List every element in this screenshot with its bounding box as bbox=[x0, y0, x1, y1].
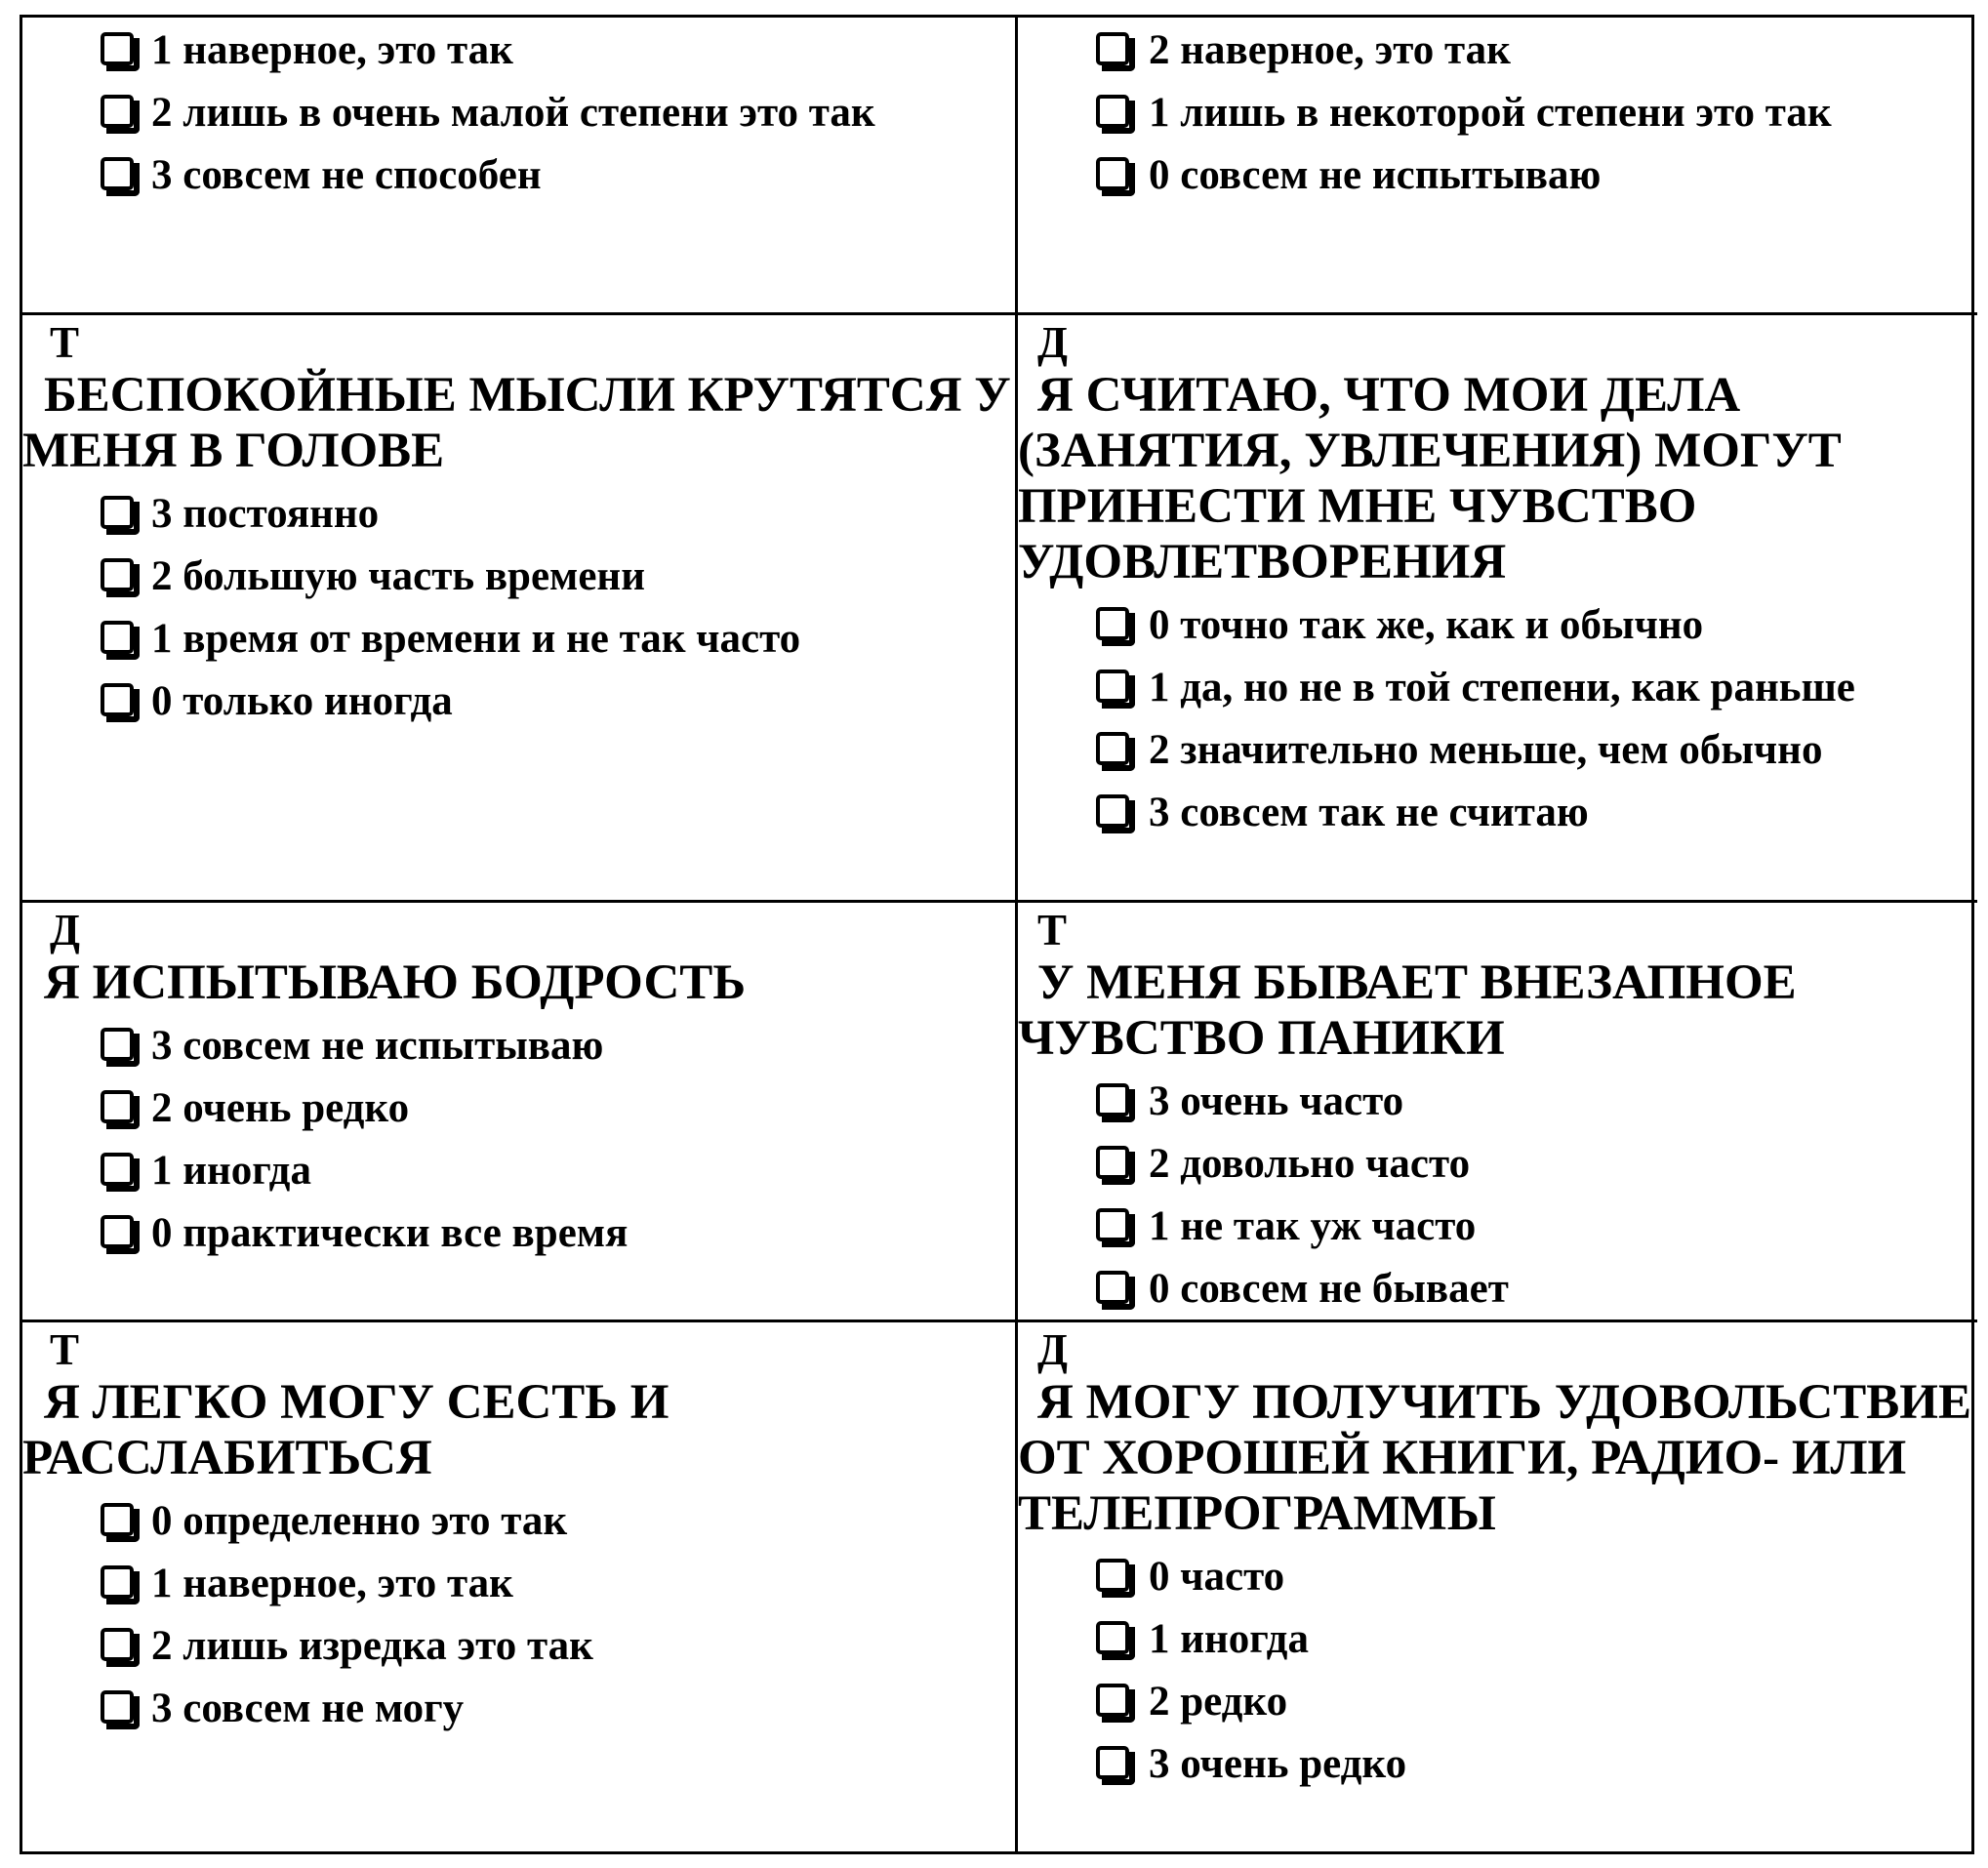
answer-option[interactable]: 3 очень часто bbox=[1018, 1075, 1977, 1129]
checkbox-icon[interactable] bbox=[1096, 1208, 1129, 1241]
checkbox-icon[interactable] bbox=[101, 95, 134, 128]
checkbox-icon[interactable] bbox=[101, 32, 134, 65]
checkbox-icon[interactable] bbox=[1096, 157, 1129, 190]
question-text: БЕСПОКОЙНЫЕ МЫСЛИ КРУТЯТСЯ У МЕНЯ В ГОЛОВЕ bbox=[22, 368, 1011, 478]
answer-option[interactable]: 1 наверное, это так bbox=[22, 1557, 1015, 1611]
checkbox-icon[interactable] bbox=[101, 1090, 134, 1123]
checkbox-icon[interactable] bbox=[1096, 794, 1129, 828]
question-cell bbox=[1018, 1322, 1977, 1851]
answer-option[interactable]: 1 наверное, это так bbox=[22, 23, 1015, 78]
answer-option[interactable]: 2 редко bbox=[1018, 1675, 1977, 1729]
cell-continuation-left bbox=[22, 18, 1018, 315]
answer-options bbox=[22, 487, 1015, 729]
question-text: Я СЧИТАЮ, ЧТО МОИ ДЕЛА (ЗАНЯТИЯ, УВЛЕЧЕНИЯ) МОГУТ ПРИНЕСТИ МНЕ ЧУВСТВО УДОВЛЕТВОРЕНИЯ bbox=[1018, 368, 1842, 589]
answer-option[interactable]: 0 определенно это так bbox=[22, 1494, 1015, 1549]
checkbox-icon[interactable] bbox=[101, 157, 134, 190]
scale-code: Д bbox=[1037, 1325, 1068, 1374]
question-cell bbox=[1018, 315, 1977, 903]
checkbox-icon[interactable] bbox=[101, 1628, 134, 1661]
question-cell bbox=[22, 1322, 1018, 1851]
checkbox-icon[interactable] bbox=[1096, 1559, 1129, 1592]
answer-option[interactable]: 3 постоянно bbox=[22, 487, 1015, 542]
answer-option[interactable]: 3 совсем не могу bbox=[22, 1682, 1015, 1736]
scale-code: Т bbox=[50, 318, 80, 367]
checkbox-icon[interactable] bbox=[101, 621, 134, 654]
answer-option[interactable]: 2 довольно часто bbox=[1018, 1137, 1977, 1192]
checkbox-icon[interactable] bbox=[101, 1215, 134, 1248]
checkbox-icon[interactable] bbox=[1096, 1083, 1129, 1117]
checkbox-icon[interactable] bbox=[1096, 670, 1129, 703]
questionnaire-table bbox=[20, 15, 1974, 1854]
question-cell bbox=[1018, 903, 1977, 1322]
answer-option[interactable]: 0 часто bbox=[1018, 1550, 1977, 1604]
checkbox-icon[interactable] bbox=[101, 1503, 134, 1536]
checkbox-icon[interactable] bbox=[101, 1153, 134, 1186]
answer-option[interactable]: 1 не так уж часто bbox=[1018, 1199, 1977, 1254]
answer-option[interactable]: 0 совсем не бывает bbox=[1018, 1262, 1977, 1317]
answer-option[interactable]: 0 точно так же, как и обычно bbox=[1018, 598, 1977, 653]
answer-option[interactable]: 0 практически все время bbox=[22, 1206, 1015, 1261]
checkbox-icon[interactable] bbox=[101, 683, 134, 716]
answer-option[interactable]: 1 иногда bbox=[22, 1144, 1015, 1198]
answer-option[interactable]: 1 время от времени и не так часто bbox=[22, 612, 1015, 667]
answer-option[interactable]: 1 да, но не в той степени, как раньше bbox=[1018, 661, 1977, 715]
checkbox-icon[interactable] bbox=[1096, 32, 1129, 65]
scale-code: Т bbox=[1037, 906, 1068, 954]
answer-option[interactable]: 0 только иногда bbox=[22, 674, 1015, 729]
checkbox-icon[interactable] bbox=[101, 1690, 134, 1724]
checkbox-icon[interactable] bbox=[1096, 1746, 1129, 1779]
question-text: Я ЛЕГКО МОГУ СЕСТЬ И РАССЛАБИТЬСЯ bbox=[22, 1375, 669, 1485]
answer-option[interactable]: 2 лишь в очень малой степени это так bbox=[22, 86, 1015, 141]
answer-option[interactable]: 3 совсем не испытываю bbox=[22, 1019, 1015, 1074]
answer-option[interactable]: 3 очень редко bbox=[1018, 1737, 1977, 1792]
answer-option[interactable]: 3 совсем не способен bbox=[22, 148, 1015, 203]
answer-option[interactable]: 0 совсем не испытываю bbox=[1018, 148, 1977, 203]
checkbox-icon[interactable] bbox=[101, 1028, 134, 1061]
answer-option[interactable]: 2 очень редко bbox=[22, 1081, 1015, 1136]
checkbox-icon[interactable] bbox=[1096, 95, 1129, 128]
checkbox-icon[interactable] bbox=[1096, 1271, 1129, 1304]
answer-options bbox=[22, 1019, 1015, 1261]
answer-option[interactable]: 1 лишь в некоторой степени это так bbox=[1018, 86, 1977, 141]
scale-code: Д bbox=[1037, 318, 1068, 367]
checkbox-icon[interactable] bbox=[101, 1565, 134, 1599]
checkbox-icon[interactable] bbox=[1096, 732, 1129, 765]
question-text: У МЕНЯ БЫВАЕТ ВНЕЗАПНОЕ ЧУВСТВО ПАНИКИ bbox=[1018, 955, 1797, 1066]
checkbox-icon[interactable] bbox=[101, 558, 134, 591]
answer-options bbox=[1018, 1075, 1977, 1317]
answer-options bbox=[22, 18, 1015, 203]
question-cell bbox=[22, 315, 1018, 903]
answer-options bbox=[1018, 598, 1977, 840]
cell-continuation-right bbox=[1018, 18, 1977, 315]
answer-option[interactable]: 2 значительно меньше, чем обычно bbox=[1018, 723, 1977, 778]
checkbox-icon[interactable] bbox=[1096, 607, 1129, 640]
answer-option[interactable]: 1 иногда bbox=[1018, 1612, 1977, 1667]
answer-option[interactable]: 3 совсем так не считаю bbox=[1018, 786, 1977, 840]
answer-option[interactable]: 2 лишь изредка это так bbox=[22, 1619, 1015, 1674]
checkbox-icon[interactable] bbox=[1096, 1684, 1129, 1717]
scale-code: Т bbox=[50, 1325, 80, 1374]
checkbox-icon[interactable] bbox=[101, 496, 134, 529]
question-cell bbox=[22, 903, 1018, 1322]
question-text: Я МОГУ ПОЛУЧИТЬ УДОВОЛЬСТВИЕ ОТ ХОРОШЕЙ КНИГИ, РАДИО- ИЛИ ТЕЛЕПРОГРАММЫ bbox=[1018, 1375, 1971, 1541]
answer-option[interactable]: 2 наверное, это так bbox=[1018, 23, 1977, 78]
answer-options bbox=[22, 1494, 1015, 1736]
scale-code: Д bbox=[50, 906, 80, 954]
question-text: Я ИСПЫТЫВАЮ БОДРОСТЬ bbox=[44, 955, 747, 1010]
answer-options bbox=[1018, 18, 1977, 203]
answer-options bbox=[1018, 1550, 1977, 1792]
answer-option[interactable]: 2 большую часть времени bbox=[22, 549, 1015, 604]
checkbox-icon[interactable] bbox=[1096, 1621, 1129, 1654]
checkbox-icon[interactable] bbox=[1096, 1146, 1129, 1179]
